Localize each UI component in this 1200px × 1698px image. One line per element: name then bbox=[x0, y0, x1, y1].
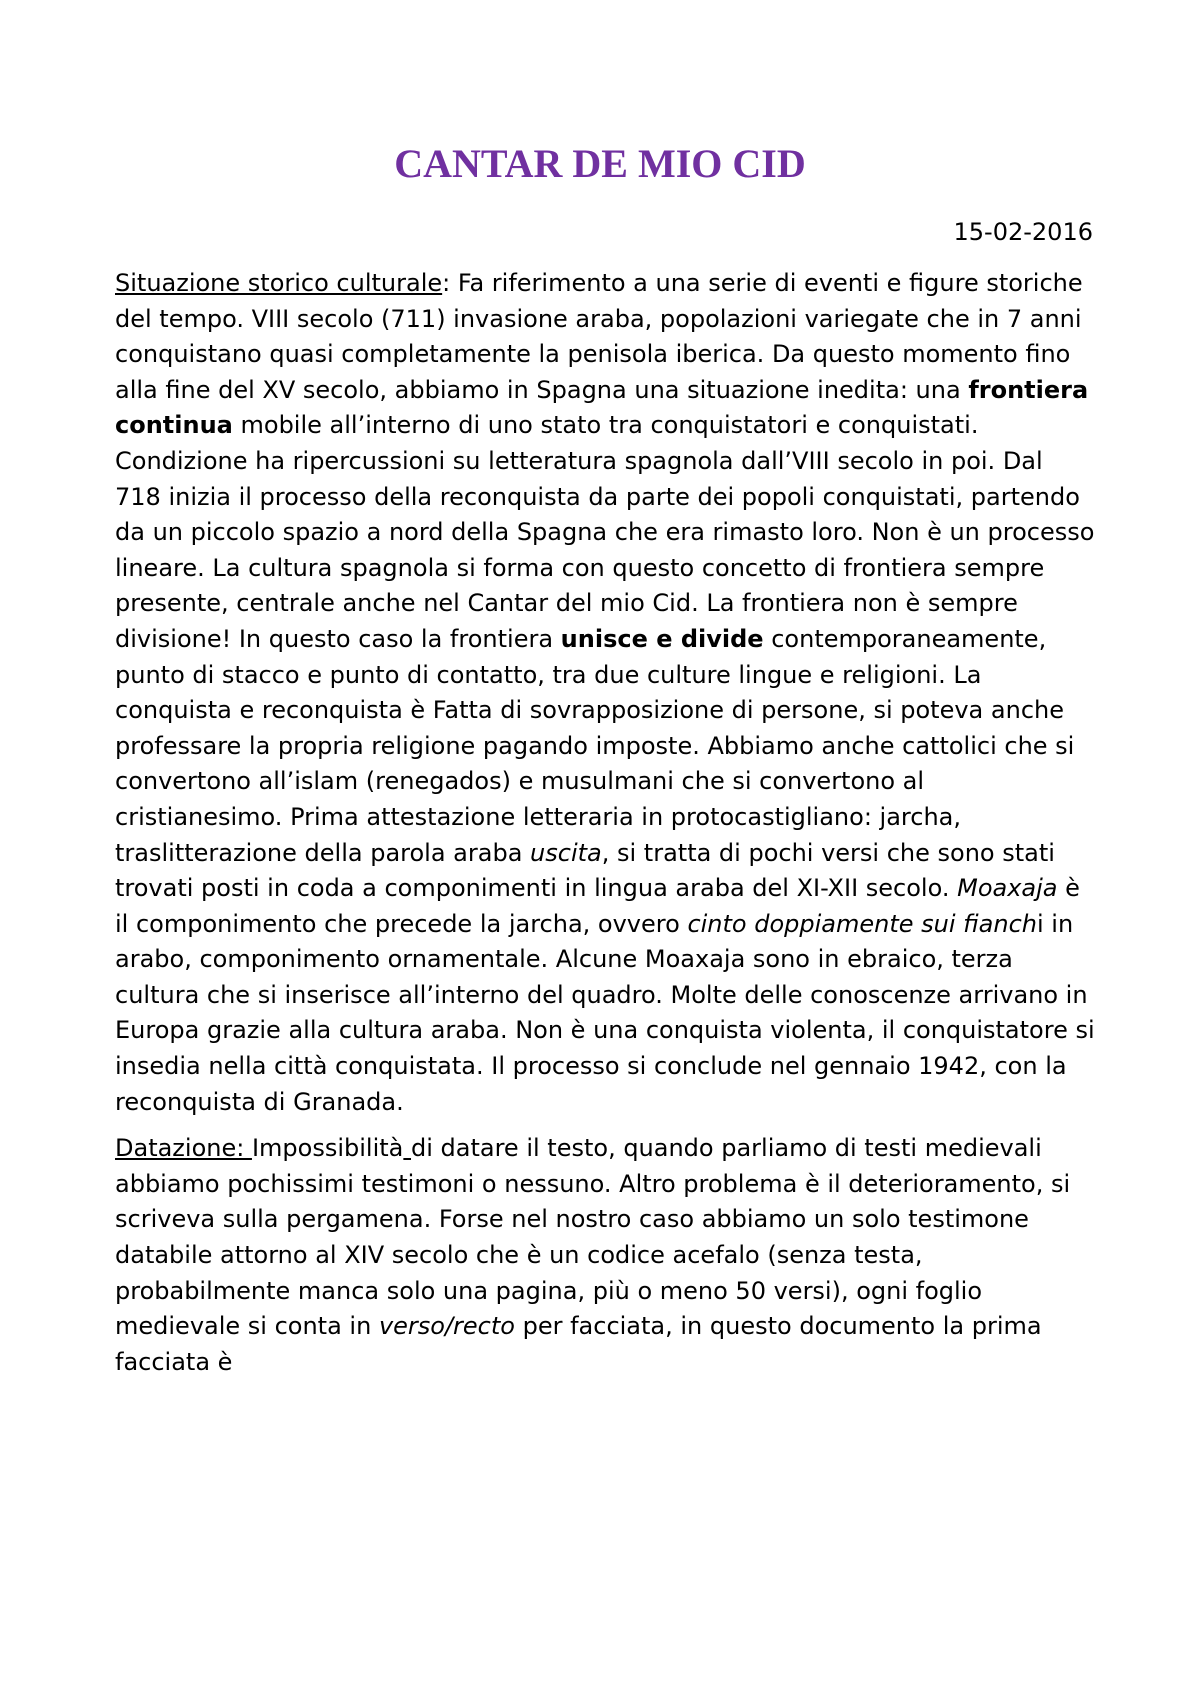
heading-colon: : bbox=[442, 269, 451, 297]
text-run: di datare il testo, quando parliamo di testi medievali abbiamo pochissimi testimoni o nessuno. Altro problema è il deterioramento, si scriveva sulla pergamena. Forse nel nostro caso abbiamo un solo testimone databile attorno al XIV secolo che è un codice acefalo (senza testa, probabilmente manca solo una pagina, più o meno 50 versi), ogni foglio medievale si conta in bbox=[115, 1134, 1071, 1341]
text-run: Fa riferimento a una serie di eventi e figure storiche del tempo. VIII secolo (711) invasione araba, popolazioni variegate che in 7 anni conquistano quasi completamente la penisola iberica. Da questo momento fino alla fine del XV secolo, abbiamo in Spagna una situazione inedita: una bbox=[115, 269, 1083, 404]
paragraph-datazione bbox=[115, 1131, 1095, 1380]
document-title: CANTAR DE MIO CID bbox=[394, 141, 806, 186]
text-run: è il componimento che precede la jarcha, ovvero bbox=[115, 874, 1080, 938]
italic-term: verso/recto bbox=[378, 1312, 515, 1341]
italic-term: cinto doppiamente sui fianch bbox=[687, 909, 1037, 938]
section-heading-situazione: Situazione storico culturale bbox=[115, 269, 443, 297]
text-run: , si tratta di pochi versi che sono stati trovati posti in coda a componimenti in lingua araba del XI-XII secolo. bbox=[115, 838, 1055, 903]
italic-term: uscita bbox=[530, 838, 602, 867]
underlined-space bbox=[403, 1134, 411, 1162]
bold-term: frontiera continua bbox=[115, 375, 1089, 440]
text-run: Impossibilità bbox=[251, 1134, 404, 1163]
text-run: mobile all’interno di uno stato tra conquistatori e conquistati. Condizione ha ripercussioni su letteratura spagnola dall’VIII secolo in poi. Dal 718 inizia il processo della reconquista da parte dei popoli conquistati, partendo da un piccolo spazio a nord della Spagna che era rimasto loro. Non è un processo lineare. La cultura spagnola si forma con questo concetto di frontiera sempre presente, centrale anche nel Cantar del mio Cid. La frontiera non è sempre divisione! In questo caso la frontiera bbox=[115, 411, 1095, 653]
document-date: 15-02-2016 bbox=[953, 218, 1093, 246]
document-body bbox=[115, 266, 1095, 1380]
text-run: i in arabo, componimento ornamentale. Alcune Moaxaja sono in ebraico, terza cultura che si inserisce all’interno del quadro. Molte delle conoscenze arrivano in Europa grazie alla cultura araba. Non è una conquista violenta, il conquistatore si insedia nella città conquistata. Il processo si conclude nel gennaio 1942, con la reconquista di Granada. bbox=[115, 909, 1095, 1116]
section-heading-datazione: Datazione: bbox=[115, 1134, 252, 1163]
text-run: per facciata, in questo documento la prima facciata è bbox=[115, 1312, 1042, 1376]
paragraph-situazione bbox=[115, 266, 1095, 1120]
text-run: contemporaneamente, punto di stacco e punto di contatto, tra due culture lingue e religioni. La conquista e reconquista è Fatta di sovrapposizione di persone, si poteva anche professare la propria religione pagando imposte. Abbiamo anche cattolici che si convertono all’islam (renegados) e musulmani che si convertono al cristianesimo. Prima attestazione letteraria in protocastigliano: jarcha, traslitterazione della parola araba bbox=[115, 624, 1075, 867]
italic-term: Moaxaja bbox=[957, 874, 1058, 903]
bold-term: unisce e divide bbox=[560, 624, 764, 653]
